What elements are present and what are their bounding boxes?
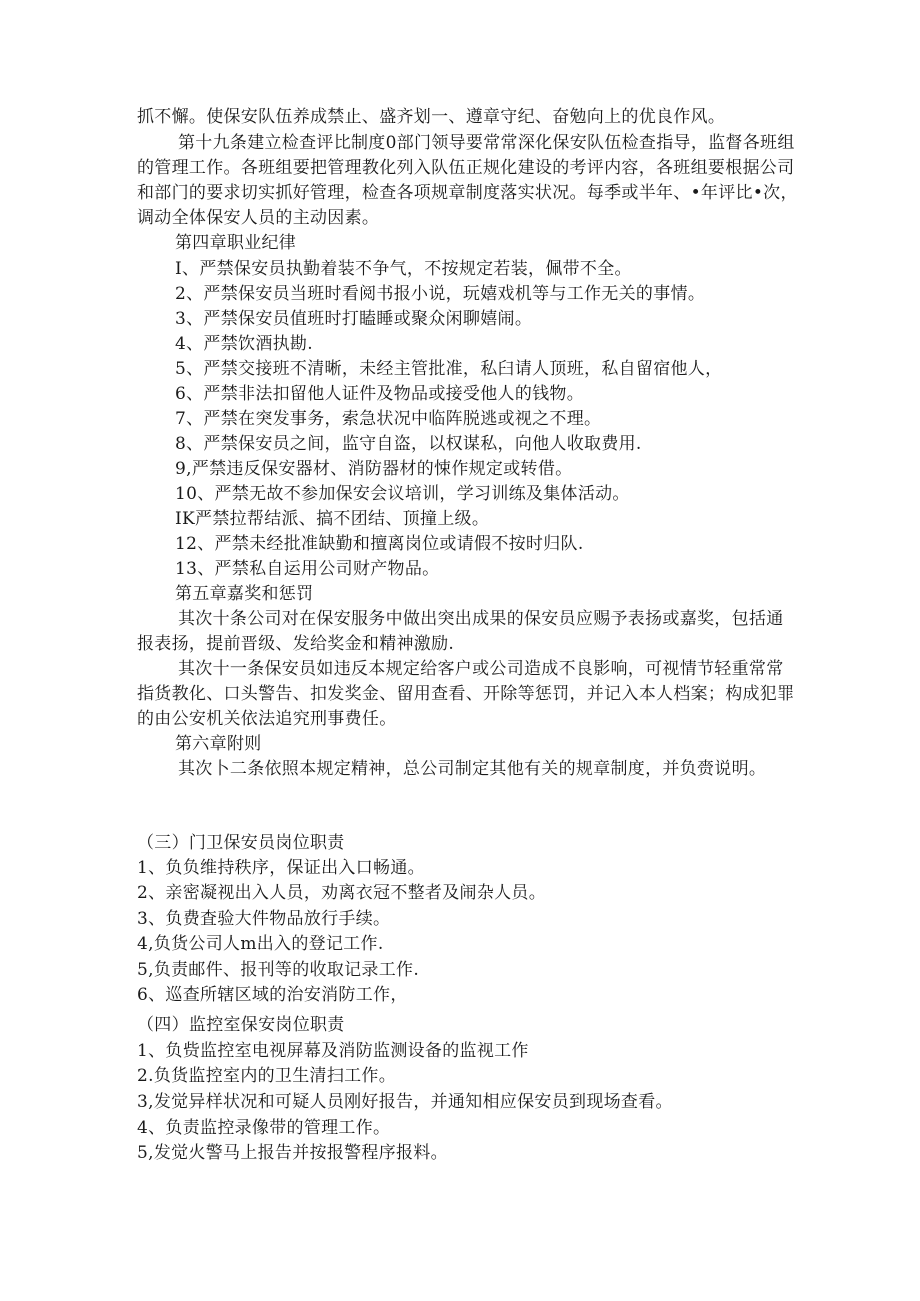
paragraph-line: 第十九条建立检查评比制度0部门领导要常常深化保安队伍检查指导，监督各班组 [178, 133, 795, 153]
list-item: 8、严禁保安员之间，监守自盗，以权谋私，向他人收取费用. [175, 434, 642, 454]
paragraph-line: 的由公安机关依法追究刑事费任。 [137, 709, 397, 729]
chapter-heading: 第四章职业纪律 [175, 233, 297, 253]
paragraph-line: 其次卜二条依照本规定精神，总公司制定其他有关的规章制度，并负赍说明。 [178, 759, 767, 779]
list-item: 5,发觉火警马上报告并按报警程序报料。 [137, 1143, 448, 1163]
paragraph-line: 调动全体保安人员的主动因素。 [137, 208, 380, 228]
list-item: 4、负责监控录像带的管理工作。 [137, 1118, 391, 1138]
section-heading: （四）监控室保安岗位职责 [137, 1015, 345, 1035]
list-item: 2、亲密凝视出入人员，劝离衣冠不整者及闹杂人员。 [137, 883, 547, 903]
paragraph-line: 报表扬，提前晋级、发给奖金和精神激励. [137, 634, 455, 654]
paragraph-line: 的管理工作。各班组要把管理教化列入队伍正规化建设的考评内容，各班组要根据公司 [137, 158, 795, 178]
list-item: 1、负赀监控室电视屏幕及消防监测设备的监视工作 [137, 1041, 529, 1061]
list-item: 13、严禁私自运用公司财产物品。 [175, 559, 440, 579]
list-item: 5,负责邮件、报刊等的收取记录工作. [137, 960, 420, 980]
paragraph-line: 指货教化、口头警告、扣发奖金、留用查看、开除等惩罚，并记入本人档案；构成犯罪 [137, 684, 795, 704]
paragraph-line: 和部门的要求切实抓好管理，检查各项规章制度落实状况。每季或半年、•年评比•次， [137, 183, 798, 203]
chapter-heading: 第六章附则 [175, 734, 262, 754]
list-item: 3,发觉异样状况和可疑人员刚好报告，并通知相应保安员到现场查看。 [137, 1092, 673, 1112]
list-item: 1、负负维持秩序，保证出入口畅通。 [137, 858, 425, 878]
list-item: 4、严禁饮酒执勘. [175, 334, 313, 354]
paragraph-line: 抓不懈。使保安队伍养成禁止、盛齐划一、遵章守纪、奋勉向上的优良作风。 [137, 107, 726, 127]
list-item: 6、巡查所辖区域的治安消防工作， [137, 985, 408, 1005]
list-item: 5、严禁交接班不清晰，未经主管批准，私臼请人顶班，私自留宿他人， [175, 359, 723, 379]
list-item: IK严禁拉帮结派、搞不团结、顶撞上级。 [175, 509, 490, 529]
list-item: 3、负费査验大件物品放行手续。 [137, 909, 391, 929]
list-item: 2.负货监控室内的卫生清扫工作。 [137, 1066, 397, 1086]
list-item: 4,负货公司人m出入的登记工作. [137, 934, 384, 954]
list-item: 7、严禁在突发事务，索急状况中临阵脱逃或视之不理。 [175, 409, 602, 429]
list-item: I、严禁保安员执勤着装不争气，不按规定若装，佩带不全。 [175, 259, 632, 279]
list-item: 6、严禁非法扣留他人证件及物品或接受他人的钱物。 [175, 384, 585, 404]
list-item: 2、严禁保安员当班时看阅书报小说，玩嬉戏机等与工作无关的事情。 [175, 284, 706, 304]
list-item: 10、严禁无故不参加保安会议培训，学习训练及集体活动。 [175, 484, 630, 504]
list-item: 3、严禁保安员值班时打瞌睡或聚众闲聊嬉闹。 [175, 309, 533, 329]
paragraph-line: 其次十条公司对在保安服务中做出突出成果的保安员应赐予表扬或嘉奖，包括通 [178, 609, 784, 629]
section-heading: （三）门卫保安员岗位职责 [137, 833, 345, 853]
paragraph-line: 其次十一条保安员如违反本规定给客户或公司造成不良影响，可视情节轻重常常 [178, 659, 784, 679]
chapter-heading: 第五章嘉奖和惩罚 [175, 584, 314, 604]
list-item: 12、严禁未经批准缺勤和擅离岗位或请假不按时归队. [175, 534, 584, 554]
list-item: 9,严禁违反保安器材、消防器材的悚作规定或转借。 [175, 459, 573, 479]
